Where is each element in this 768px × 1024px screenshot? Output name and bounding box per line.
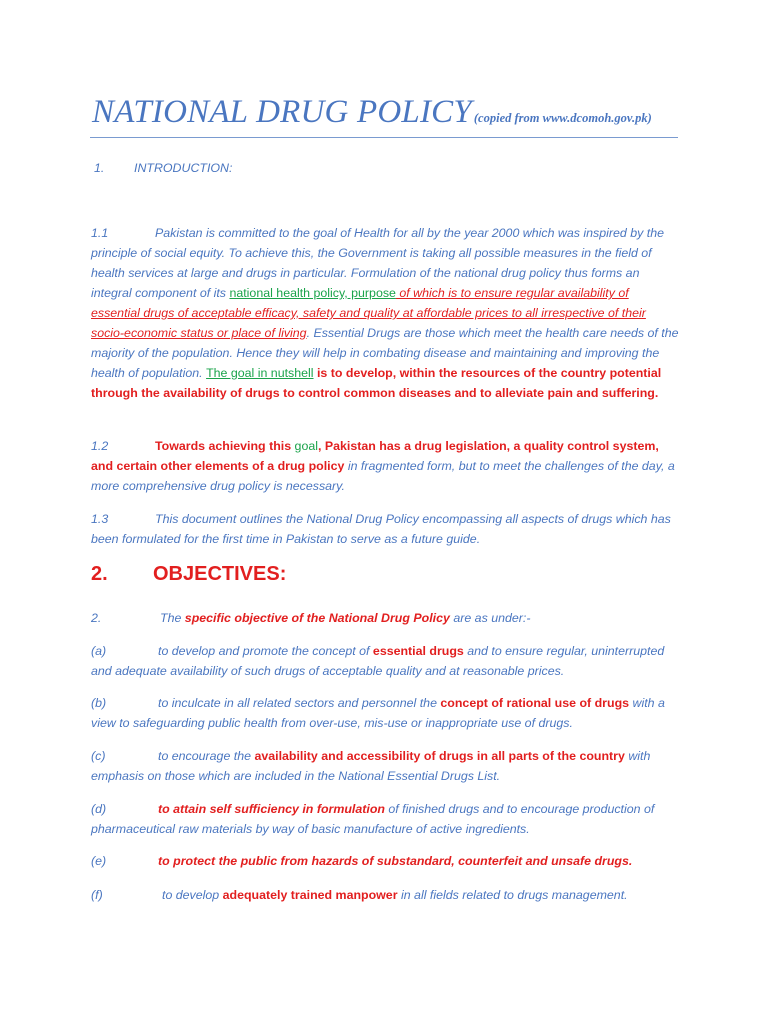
objective-d-text-3: of finished drugs and to encourage production of pharmaceutical raw materials by way of basic manufacture of active ingredients.: [91, 802, 655, 836]
p11-text-f: is to develop, within the resources of the country potential through the availability of drugs to control common diseases and to alleviate pain and suffering.: [91, 366, 662, 400]
p11-text-c: of which is to ensure regular availability of essential drugs of acceptable efficacy, safety and quality at affordable prices to all irrespective of their socio-economic status or place of living: [91, 286, 646, 340]
section-1-number: 1.: [94, 161, 105, 175]
section-1-label: INTRODUCTION:: [134, 161, 233, 175]
objective-e-text-3: .: [628, 854, 633, 868]
p11-text-b: national health policy, purpose: [229, 286, 396, 300]
objective-b-text-2: concept of rational use of drugs: [440, 696, 630, 710]
section-1-heading: [91, 158, 681, 178]
p11-text-e: The goal in nutshell: [206, 366, 314, 380]
page-title: NATIONAL DRUG POLICY: [92, 94, 472, 130]
objective-f-text-1: to develop: [162, 888, 223, 902]
paragraph-2: [91, 608, 681, 628]
paragraph-1-2: [91, 436, 681, 496]
objective-c-label: (c): [91, 749, 106, 763]
paragraph-2-number: 2.: [91, 611, 102, 625]
p2-text-a: The: [160, 611, 185, 625]
paragraph-1-2-number: 1.2: [91, 439, 109, 453]
objective-a-text-1: to develop and promote the concept of: [158, 644, 373, 658]
p2-text-c: are as under:-: [449, 611, 531, 625]
paragraph-1-1-number: 1.1: [91, 226, 109, 240]
section-2-number: 2.: [91, 563, 108, 585]
p12-text-a: Towards achieving this: [155, 439, 295, 453]
objective-d-label: (d): [91, 802, 107, 816]
objective-c: [91, 746, 681, 786]
p11-text-d: . Essential Drugs are those which meet the health care needs of the majority of the population. Hence they will help in combating disease and maintaining and improving the health of population.: [91, 326, 679, 380]
objective-b-text-1: to inculcate in all related sectors and personnel the: [158, 696, 441, 710]
objective-c-text-3: with emphasis on those which are included in the National Essential Drugs List.: [91, 749, 651, 783]
source-note: (copied from www.dcomoh.gov.pk): [473, 111, 652, 125]
p13-text: This document outlines the National Drug Policy encompassing all aspects of drugs which has been formulated for the first time in Pakistan to serve as a future guide.: [91, 512, 671, 546]
section-2-label: OBJECTIVES:: [153, 563, 287, 585]
objective-c-text-2: availability and accessibility of drugs in all parts of the country: [254, 749, 625, 763]
objective-c-text-1: to encourage the: [158, 749, 255, 763]
objective-f-label: (f): [91, 888, 103, 902]
paragraph-1-3-number: 1.3: [91, 512, 109, 526]
objective-a-text-2: essential drugs: [372, 644, 464, 658]
objective-d: [91, 799, 681, 839]
objective-f-text-2: adequately trained manpower: [222, 888, 398, 902]
objective-b-label: (b): [91, 696, 107, 710]
p2-text-b: specific objective of the National Drug Policy: [184, 611, 450, 625]
objective-b-text-3: with a view to safeguarding public health from over-use, mis-use or inappropriate use of drugs.: [91, 696, 665, 730]
objective-e: [91, 851, 681, 871]
objective-d-text-2: to attain self sufficiency in formulation: [158, 802, 385, 816]
p12-text-c: , Pakistan has a drug legislation, a quality control system, and certain other elements of a drug policy: [91, 439, 659, 473]
objective-e-text-2: to protect the public from hazards of substandard, counterfeit and unsafe drugs: [158, 854, 629, 868]
title-underline: [90, 137, 678, 138]
section-2-heading: [91, 563, 286, 586]
title-row: [92, 94, 682, 131]
objective-a-text-3: and to ensure regular, uninterrupted and adequate availability of such drugs of acceptable quality and at reasonable prices.: [91, 644, 665, 678]
p12-text-b: goal: [294, 439, 318, 453]
objective-a: [91, 641, 681, 681]
p11-text-a: Pakistan is committed to the goal of Health for all by the year 2000 which was inspired by the principle of social equity. To achieve this, the Government is taking all possible measures in the field of health services at large and drugs in particular. Formulation of the national drug policy thus forms an integral component of its: [91, 226, 664, 300]
paragraph-1-3: [91, 509, 681, 549]
objective-a-label: (a): [91, 644, 107, 658]
objective-b: [91, 693, 681, 733]
objective-f-text-3: in all fields related to drugs management.: [397, 888, 628, 902]
paragraph-1-1: [91, 223, 681, 403]
objective-f: [91, 885, 681, 905]
p12-text-d: in fragmented form, but to meet the challenges of the day, a more comprehensive drug policy is necessary.: [91, 459, 675, 493]
objective-e-label: (e): [91, 854, 107, 868]
